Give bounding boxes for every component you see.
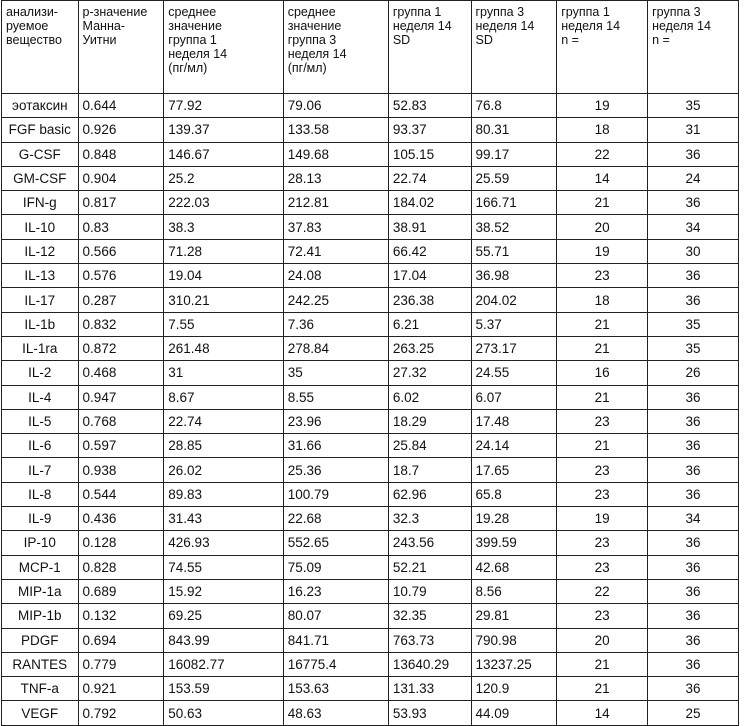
mean-group-1-cell: 77.92 (164, 94, 283, 118)
p-value-cell: 0.597 (78, 434, 164, 458)
table-row (2, 434, 739, 458)
n-group-1-cell: 14 (557, 166, 648, 190)
mean-group-3-cell: 8.55 (283, 385, 388, 409)
sd-group-1-cell: 763.73 (388, 628, 471, 652)
analyte-cell: IL-2 (2, 361, 79, 385)
mean-group-3-cell: 72.41 (283, 239, 388, 263)
analyte-cell: IL-13 (2, 264, 79, 288)
table-row (2, 288, 739, 312)
mean-group-1-cell: 28.85 (164, 434, 283, 458)
analyte-cell: эотаксин (2, 94, 79, 118)
mean-group-1-cell: 69.25 (164, 604, 283, 628)
sd-group-1-cell: 27.32 (388, 361, 471, 385)
sd-group-1-cell: 18.7 (388, 458, 471, 482)
n-group-3-cell: 36 (648, 142, 739, 166)
analyte-cell: IL-10 (2, 215, 79, 239)
sd-group-3-cell: 80.31 (471, 118, 557, 142)
header-mean-group-3: среднее значение группа 3 неделя 14 (пг/мл) (283, 1, 388, 94)
mean-group-1-cell: 222.03 (164, 191, 283, 215)
n-group-3-cell: 36 (648, 677, 739, 701)
mean-group-1-cell: 16082.77 (164, 652, 283, 676)
header-mean-group-1: среднее значение группа 1 неделя 14 (пг/мл) (164, 1, 283, 94)
sd-group-3-cell: 120.9 (471, 677, 557, 701)
n-group-1-cell: 18 (557, 288, 648, 312)
sd-group-3-cell: 99.17 (471, 142, 557, 166)
p-value-cell: 0.436 (78, 507, 164, 531)
p-value-cell: 0.921 (78, 677, 164, 701)
mean-group-3-cell: 242.25 (283, 288, 388, 312)
mean-group-1-cell: 426.93 (164, 531, 283, 555)
analyte-cell: TNF-a (2, 677, 79, 701)
sd-group-3-cell: 76.8 (471, 94, 557, 118)
n-group-3-cell: 36 (648, 409, 739, 433)
table-row (2, 701, 739, 725)
sd-group-3-cell: 399.59 (471, 531, 557, 555)
mean-group-1-cell: 38.3 (164, 215, 283, 239)
sd-group-1-cell: 32.3 (388, 507, 471, 531)
n-group-3-cell: 36 (648, 191, 739, 215)
analyte-cell: PDGF (2, 628, 79, 652)
sd-group-1-cell: 184.02 (388, 191, 471, 215)
n-group-1-cell: 20 (557, 215, 648, 239)
n-group-1-cell: 22 (557, 579, 648, 603)
sd-group-3-cell: 29.81 (471, 604, 557, 628)
p-value-cell: 0.544 (78, 482, 164, 506)
n-group-1-cell: 21 (557, 677, 648, 701)
mean-group-3-cell: 100.79 (283, 482, 388, 506)
table-row (2, 142, 739, 166)
analyte-cell: FGF basic (2, 118, 79, 142)
p-value-cell: 0.832 (78, 312, 164, 336)
table-row (2, 652, 739, 676)
analyte-cell: RANTES (2, 652, 79, 676)
n-group-3-cell: 34 (648, 507, 739, 531)
analyte-cell: IL-17 (2, 288, 79, 312)
n-group-1-cell: 23 (557, 264, 648, 288)
sd-group-1-cell: 263.25 (388, 336, 471, 360)
p-value-cell: 0.792 (78, 701, 164, 725)
p-value-cell: 0.287 (78, 288, 164, 312)
table-row (2, 507, 739, 531)
sd-group-3-cell: 273.17 (471, 336, 557, 360)
table-row (2, 604, 739, 628)
p-value-cell: 0.904 (78, 166, 164, 190)
sd-group-3-cell: 166.71 (471, 191, 557, 215)
p-value-cell: 0.689 (78, 579, 164, 603)
table-row (2, 215, 739, 239)
sd-group-1-cell: 17.04 (388, 264, 471, 288)
mean-group-3-cell: 35 (283, 361, 388, 385)
p-value-cell: 0.83 (78, 215, 164, 239)
n-group-1-cell: 23 (557, 531, 648, 555)
n-group-3-cell: 25 (648, 701, 739, 725)
p-value-cell: 0.132 (78, 604, 164, 628)
sd-group-1-cell: 52.21 (388, 555, 471, 579)
sd-group-1-cell: 131.33 (388, 677, 471, 701)
n-group-3-cell: 35 (648, 336, 739, 360)
mean-group-3-cell: 841.71 (283, 628, 388, 652)
sd-group-3-cell: 13237.25 (471, 652, 557, 676)
table-row (2, 312, 739, 336)
n-group-1-cell: 21 (557, 385, 648, 409)
n-group-1-cell: 23 (557, 604, 648, 628)
n-group-1-cell: 21 (557, 312, 648, 336)
mean-group-3-cell: 212.81 (283, 191, 388, 215)
table-row (2, 579, 739, 603)
mean-group-3-cell: 79.06 (283, 94, 388, 118)
n-group-3-cell: 35 (648, 94, 739, 118)
sd-group-1-cell: 13640.29 (388, 652, 471, 676)
sd-group-1-cell: 6.21 (388, 312, 471, 336)
sd-group-1-cell: 25.84 (388, 434, 471, 458)
sd-group-3-cell: 6.07 (471, 385, 557, 409)
analyte-cell: IL-9 (2, 507, 79, 531)
mean-group-1-cell: 261.48 (164, 336, 283, 360)
n-group-3-cell: 36 (648, 288, 739, 312)
p-value-cell: 0.947 (78, 385, 164, 409)
n-group-3-cell: 24 (648, 166, 739, 190)
header-row (2, 1, 739, 94)
p-value-cell: 0.779 (78, 652, 164, 676)
sd-group-3-cell: 19.28 (471, 507, 557, 531)
n-group-3-cell: 36 (648, 555, 739, 579)
sd-group-1-cell: 22.74 (388, 166, 471, 190)
n-group-1-cell: 23 (557, 409, 648, 433)
analyte-cell: IFN-g (2, 191, 79, 215)
table-row (2, 385, 739, 409)
mean-group-1-cell: 89.83 (164, 482, 283, 506)
mean-group-3-cell: 552.65 (283, 531, 388, 555)
mean-group-3-cell: 48.63 (283, 701, 388, 725)
mean-group-3-cell: 28.13 (283, 166, 388, 190)
sd-group-3-cell: 17.48 (471, 409, 557, 433)
cytokine-comparison-table (1, 0, 739, 726)
mean-group-1-cell: 22.74 (164, 409, 283, 433)
mean-group-3-cell: 278.84 (283, 336, 388, 360)
analyte-cell: MCP-1 (2, 555, 79, 579)
mean-group-1-cell: 19.04 (164, 264, 283, 288)
n-group-1-cell: 23 (557, 458, 648, 482)
sd-group-3-cell: 8.56 (471, 579, 557, 603)
sd-group-1-cell: 66.42 (388, 239, 471, 263)
sd-group-3-cell: 204.02 (471, 288, 557, 312)
mean-group-3-cell: 22.68 (283, 507, 388, 531)
p-value-cell: 0.468 (78, 361, 164, 385)
header-sd-group-1: группа 1 неделя 14 SD (388, 1, 471, 94)
sd-group-1-cell: 10.79 (388, 579, 471, 603)
mean-group-1-cell: 31 (164, 361, 283, 385)
sd-group-1-cell: 53.93 (388, 701, 471, 725)
mean-group-3-cell: 16775.4 (283, 652, 388, 676)
analyte-cell: IL-1b (2, 312, 79, 336)
sd-group-3-cell: 24.55 (471, 361, 557, 385)
analyte-cell: IL-7 (2, 458, 79, 482)
n-group-3-cell: 36 (648, 652, 739, 676)
p-value-cell: 0.848 (78, 142, 164, 166)
n-group-1-cell: 18 (557, 118, 648, 142)
table-row (2, 336, 739, 360)
p-value-cell: 0.828 (78, 555, 164, 579)
sd-group-3-cell: 55.71 (471, 239, 557, 263)
p-value-cell: 0.576 (78, 264, 164, 288)
n-group-3-cell: 36 (648, 264, 739, 288)
header-sd-group-3: группа 3 неделя 14 SD (471, 1, 557, 94)
mean-group-3-cell: 24.08 (283, 264, 388, 288)
mean-group-3-cell: 37.83 (283, 215, 388, 239)
table-row (2, 482, 739, 506)
p-value-cell: 0.644 (78, 94, 164, 118)
n-group-1-cell: 19 (557, 507, 648, 531)
header-n-group-1: группа 1 неделя 14 n = (557, 1, 648, 94)
n-group-1-cell: 21 (557, 652, 648, 676)
n-group-3-cell: 36 (648, 628, 739, 652)
n-group-3-cell: 36 (648, 385, 739, 409)
n-group-1-cell: 14 (557, 701, 648, 725)
header-analyte: анализи- руемое вещество (2, 1, 79, 94)
p-value-cell: 0.566 (78, 239, 164, 263)
sd-group-1-cell: 62.96 (388, 482, 471, 506)
sd-group-3-cell: 38.52 (471, 215, 557, 239)
mean-group-1-cell: 31.43 (164, 507, 283, 531)
n-group-3-cell: 34 (648, 215, 739, 239)
sd-group-1-cell: 236.38 (388, 288, 471, 312)
analyte-cell: IL-12 (2, 239, 79, 263)
sd-group-1-cell: 6.02 (388, 385, 471, 409)
analyte-cell: GM-CSF (2, 166, 79, 190)
table-row (2, 94, 739, 118)
n-group-3-cell: 35 (648, 312, 739, 336)
sd-group-3-cell: 5.37 (471, 312, 557, 336)
sd-group-3-cell: 42.68 (471, 555, 557, 579)
n-group-3-cell: 31 (648, 118, 739, 142)
mean-group-3-cell: 7.36 (283, 312, 388, 336)
sd-group-1-cell: 243.56 (388, 531, 471, 555)
mean-group-3-cell: 153.63 (283, 677, 388, 701)
mean-group-3-cell: 31.66 (283, 434, 388, 458)
table-row (2, 555, 739, 579)
n-group-1-cell: 23 (557, 555, 648, 579)
n-group-1-cell: 21 (557, 336, 648, 360)
mean-group-1-cell: 8.67 (164, 385, 283, 409)
analyte-cell: IL-4 (2, 385, 79, 409)
table-row (2, 264, 739, 288)
table-row (2, 239, 739, 263)
table-row (2, 628, 739, 652)
table-row (2, 191, 739, 215)
analyte-cell: IL-6 (2, 434, 79, 458)
p-value-cell: 0.938 (78, 458, 164, 482)
header-p-value: р-значение Манна- Уитни (78, 1, 164, 94)
n-group-1-cell: 23 (557, 482, 648, 506)
analyte-cell: IL-8 (2, 482, 79, 506)
p-value-cell: 0.872 (78, 336, 164, 360)
table-row (2, 531, 739, 555)
table-row (2, 677, 739, 701)
p-value-cell: 0.768 (78, 409, 164, 433)
table-row (2, 118, 739, 142)
mean-group-1-cell: 26.02 (164, 458, 283, 482)
table-row (2, 409, 739, 433)
sd-group-1-cell: 93.37 (388, 118, 471, 142)
sd-group-3-cell: 25.59 (471, 166, 557, 190)
mean-group-3-cell: 16.23 (283, 579, 388, 603)
p-value-cell: 0.128 (78, 531, 164, 555)
n-group-3-cell: 26 (648, 361, 739, 385)
p-value-cell: 0.817 (78, 191, 164, 215)
mean-group-1-cell: 50.63 (164, 701, 283, 725)
analyte-cell: IL-5 (2, 409, 79, 433)
mean-group-1-cell: 15.92 (164, 579, 283, 603)
analyte-cell: IL-1ra (2, 336, 79, 360)
analyte-cell: MIP-1b (2, 604, 79, 628)
n-group-1-cell: 22 (557, 142, 648, 166)
sd-group-3-cell: 36.98 (471, 264, 557, 288)
mean-group-1-cell: 71.28 (164, 239, 283, 263)
p-value-cell: 0.926 (78, 118, 164, 142)
sd-group-1-cell: 105.15 (388, 142, 471, 166)
sd-group-3-cell: 65.8 (471, 482, 557, 506)
n-group-1-cell: 16 (557, 361, 648, 385)
sd-group-1-cell: 32.35 (388, 604, 471, 628)
header-n-group-3: группа 3 неделя 14 n = (648, 1, 739, 94)
n-group-3-cell: 36 (648, 458, 739, 482)
sd-group-3-cell: 17.65 (471, 458, 557, 482)
mean-group-1-cell: 74.55 (164, 555, 283, 579)
mean-group-3-cell: 133.58 (283, 118, 388, 142)
analyte-cell: G-CSF (2, 142, 79, 166)
n-group-1-cell: 21 (557, 434, 648, 458)
mean-group-1-cell: 153.59 (164, 677, 283, 701)
mean-group-3-cell: 25.36 (283, 458, 388, 482)
sd-group-1-cell: 52.83 (388, 94, 471, 118)
n-group-3-cell: 36 (648, 482, 739, 506)
n-group-3-cell: 30 (648, 239, 739, 263)
sd-group-3-cell: 44.09 (471, 701, 557, 725)
n-group-3-cell: 36 (648, 434, 739, 458)
analyte-cell: MIP-1a (2, 579, 79, 603)
n-group-3-cell: 36 (648, 579, 739, 603)
n-group-1-cell: 21 (557, 191, 648, 215)
sd-group-1-cell: 38.91 (388, 215, 471, 239)
sd-group-3-cell: 24.14 (471, 434, 557, 458)
table-row (2, 458, 739, 482)
n-group-3-cell: 36 (648, 531, 739, 555)
n-group-3-cell: 36 (648, 604, 739, 628)
table-row (2, 166, 739, 190)
mean-group-1-cell: 139.37 (164, 118, 283, 142)
mean-group-1-cell: 843.99 (164, 628, 283, 652)
mean-group-3-cell: 80.07 (283, 604, 388, 628)
n-group-1-cell: 20 (557, 628, 648, 652)
mean-group-1-cell: 146.67 (164, 142, 283, 166)
n-group-1-cell: 19 (557, 94, 648, 118)
mean-group-1-cell: 310.21 (164, 288, 283, 312)
mean-group-3-cell: 149.68 (283, 142, 388, 166)
sd-group-3-cell: 790.98 (471, 628, 557, 652)
mean-group-1-cell: 25.2 (164, 166, 283, 190)
p-value-cell: 0.694 (78, 628, 164, 652)
n-group-1-cell: 19 (557, 239, 648, 263)
mean-group-3-cell: 75.09 (283, 555, 388, 579)
analyte-cell: VEGF (2, 701, 79, 725)
mean-group-1-cell: 7.55 (164, 312, 283, 336)
mean-group-3-cell: 23.96 (283, 409, 388, 433)
sd-group-1-cell: 18.29 (388, 409, 471, 433)
analyte-cell: IP-10 (2, 531, 79, 555)
table-row (2, 361, 739, 385)
